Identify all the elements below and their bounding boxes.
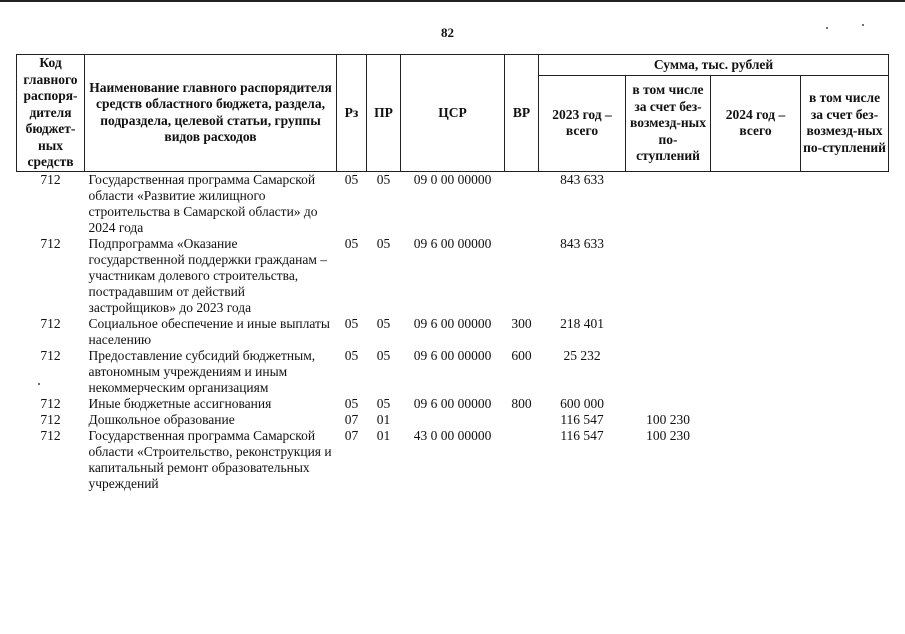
cell-rz: 05	[344, 347, 359, 363]
cell-csr: 09 6 00 00000	[413, 315, 492, 331]
cell-pr: 05	[376, 395, 391, 411]
cell-2023-total: 600 000	[560, 395, 604, 411]
cell-2023-free: 100 230	[646, 411, 690, 427]
header-code: Код главного распоря-дителя бюджет-ных средств	[17, 55, 85, 172]
cell-code: 712	[40, 395, 61, 411]
header-vr: ВР	[505, 55, 539, 172]
cell-pr: 05	[376, 235, 391, 251]
cell-name: Государственная программа Самарской области «Развитие жилищного строительства в Самарской области» до 2024 года	[88, 171, 318, 235]
header-2023-total: 2023 год – всего	[539, 76, 626, 172]
cell-2023-total: 116 547	[560, 427, 604, 443]
table-row	[17, 428, 889, 492]
cell-csr: 09 6 00 00000	[413, 395, 492, 411]
cell-2023-total: 116 547	[560, 411, 604, 427]
cell-2024-total	[711, 316, 801, 348]
cell-csr: 43 0 00 00000	[413, 427, 492, 443]
header-csr: ЦСР	[401, 55, 505, 172]
cell-code: 712	[40, 347, 61, 363]
cell-2024-total	[711, 428, 801, 492]
header-pr: ПР	[367, 55, 401, 172]
cell-code: 712	[40, 171, 61, 187]
cell-rz: 07	[344, 411, 359, 427]
cell-2024-free	[801, 348, 889, 396]
cell-2023-free	[626, 171, 711, 236]
cell-name: Предоставление субсидий бюджетным, автономным учреждениям и иным некоммерческим организациям	[88, 347, 316, 395]
cell-2024-total	[711, 236, 801, 316]
top-rule	[0, 0, 905, 2]
cell-pr: 05	[376, 315, 391, 331]
cell-code: 712	[40, 411, 61, 427]
header-2023-free: в том числе за счет без-возмезд-ных по-ступлений	[626, 76, 711, 172]
cell-2023-free	[626, 316, 711, 348]
cell-rz: 05	[344, 395, 359, 411]
header-sum-group: Сумма, тыс. рублей	[539, 55, 889, 76]
cell-rz: 05	[344, 235, 359, 251]
cell-2023-free	[626, 348, 711, 396]
cell-rz: 05	[344, 315, 359, 331]
cell-pr: 01	[376, 411, 391, 427]
cell-2024-free	[801, 236, 889, 316]
table-row	[17, 316, 889, 348]
cell-vr	[505, 428, 539, 492]
cell-name: Государственная программа Самарской области «Строительство, реконструкция и капитальный ремонт образовательных учреждений	[88, 427, 332, 491]
cell-vr: 300	[511, 315, 532, 331]
budget-table	[16, 54, 889, 492]
cell-2023-free: 100 230	[646, 427, 690, 443]
cell-code: 712	[40, 315, 61, 331]
cell-csr: 09 6 00 00000	[413, 347, 492, 363]
cell-name: Подпрограмма «Оказание государственной поддержки гражданам – участникам долевого строительства, пострадавшим от действий застройщиков» до 2023 года	[88, 235, 327, 315]
cell-2024-free	[801, 428, 889, 492]
table-row	[17, 396, 889, 412]
cell-vr	[505, 412, 539, 428]
table-row	[17, 171, 889, 236]
cell-2023-total: 25 232	[563, 347, 601, 363]
cell-2024-total	[711, 412, 801, 428]
cell-2024-total	[711, 348, 801, 396]
cell-2023-total: 843 633	[560, 235, 604, 251]
cell-name: Социальное обеспечение и иные выплаты населению	[88, 315, 330, 347]
cell-name: Иные бюджетные ассигнования	[88, 395, 272, 411]
cell-2024-total	[711, 171, 801, 236]
cell-2023-total: 218 401	[560, 315, 604, 331]
cell-csr: 09 0 00 00000	[413, 171, 492, 187]
cell-rz: 07	[344, 427, 359, 443]
cell-vr	[505, 236, 539, 316]
cell-2024-free	[801, 396, 889, 412]
cell-pr: 01	[376, 427, 391, 443]
cell-rz: 05	[344, 171, 359, 187]
cell-pr: 05	[376, 347, 391, 363]
table-row	[17, 236, 889, 316]
cell-csr: 09 6 00 00000	[413, 235, 492, 251]
cell-name: Дошкольное образование	[88, 411, 235, 427]
cell-code: 712	[40, 235, 61, 251]
table-row	[17, 348, 889, 396]
cell-csr	[401, 412, 505, 428]
scan-speck	[862, 24, 864, 26]
cell-2024-total	[711, 396, 801, 412]
header-rz: Рз	[337, 55, 367, 172]
table-body	[17, 171, 889, 492]
cell-2023-total: 843 633	[560, 171, 604, 187]
cell-2024-free	[801, 171, 889, 236]
cell-vr: 600	[511, 347, 532, 363]
cell-2024-free	[801, 316, 889, 348]
header-2024-free: в том числе за счет без-возмезд-ных по-ступлений	[801, 76, 889, 172]
header-name: Наименование главного распорядителя средств областного бюджета, раздела, подраздела, целевой статьи, группы видов расходов	[85, 55, 337, 172]
cell-pr: 05	[376, 171, 391, 187]
cell-code: 712	[40, 427, 61, 443]
cell-vr: 800	[511, 395, 532, 411]
cell-2023-free	[626, 396, 711, 412]
table-row	[17, 412, 889, 428]
cell-2024-free	[801, 412, 889, 428]
cell-vr	[505, 171, 539, 236]
header-2024-total: 2024 год – всего	[711, 76, 801, 172]
page-number: 82	[441, 25, 454, 40]
scan-speck	[826, 27, 828, 29]
cell-2023-free	[626, 236, 711, 316]
